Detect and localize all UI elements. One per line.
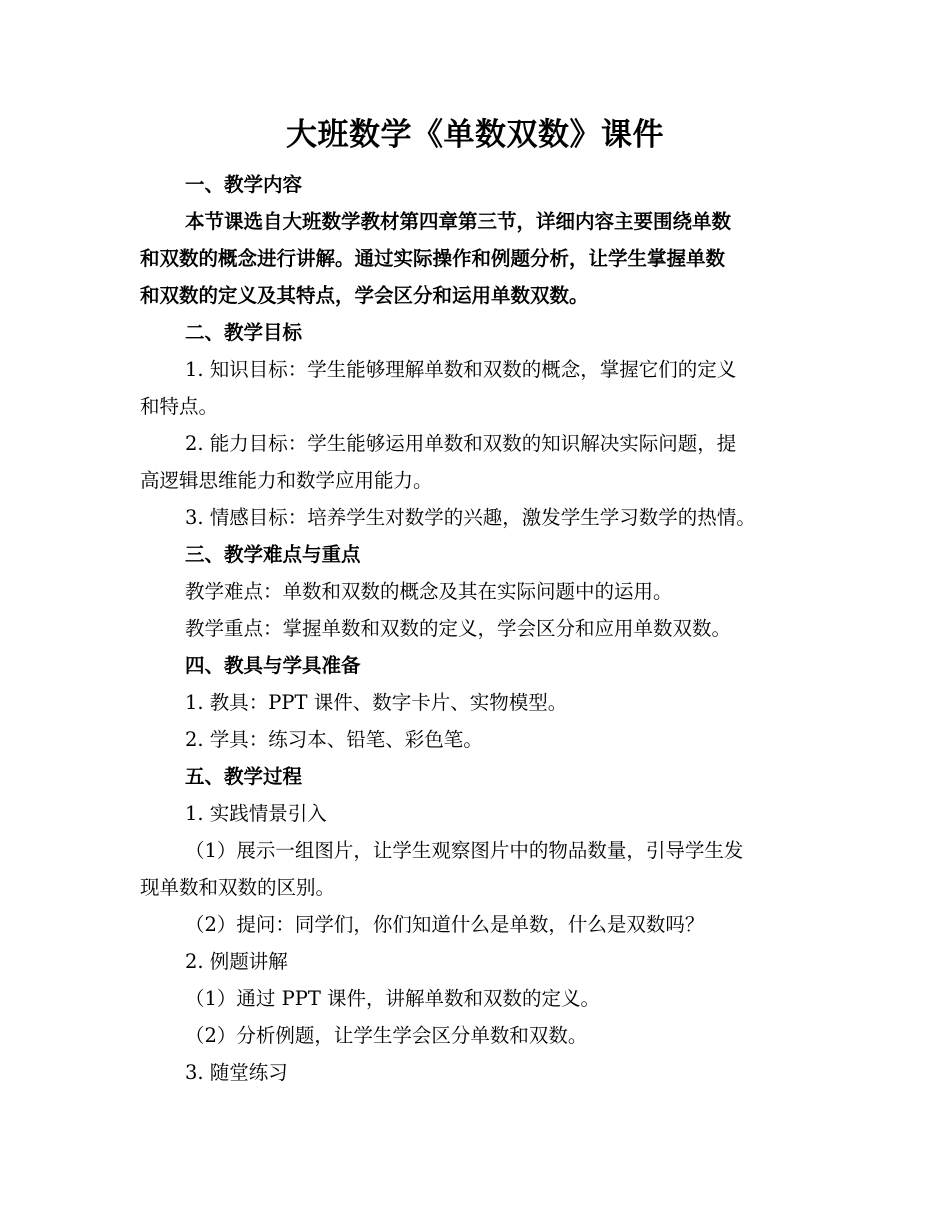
goal-ability-line: 高逻辑思维能力和数学应用能力。 (140, 469, 433, 492)
process-substep-line: （1）展示一组图片，让学生观察图片中的物品数量，引导学生发 (185, 839, 744, 862)
key-point-line: 教学重点：掌握单数和双数的定义，学会区分和应用单数双数。 (185, 617, 732, 640)
difficult-point-line: 教学难点：单数和双数的概念及其在实际问题中的运用。 (185, 580, 673, 603)
process-substep-line: （1）通过 PPT 课件，讲解单数和双数的定义。 (185, 987, 601, 1010)
process-substep-line: 现单数和双数的区别。 (140, 876, 336, 899)
paragraph-line: 和双数的定义及其特点，学会区分和运用单数双数。 (140, 284, 589, 307)
process-step-line: 3. 随堂练习 (185, 1061, 288, 1084)
process-step-line: 2. 例题讲解 (185, 950, 288, 973)
goal-emotion-line: 3. 情感目标：培养学生对数学的兴趣，激发学生学习数学的热情。 (185, 506, 756, 529)
process-step-line: 1. 实践情景引入 (185, 802, 327, 825)
section-heading-focus: 三、教学难点与重点 (185, 543, 361, 566)
goal-knowledge-line: 和特点。 (140, 395, 219, 418)
paragraph-line: 和双数的概念进行讲解。通过实际操作和例题分析，让学生掌握单数 (140, 247, 726, 270)
document-title: 大班数学《单数双数》课件 (286, 117, 664, 153)
goal-knowledge-line: 1. 知识目标：学生能够理解单数和双数的概念，掌握它们的定义 (185, 358, 737, 381)
process-substep-line: （2）提问：同学们，你们知道什么是单数，什么是双数吗？ (185, 913, 705, 936)
section-heading-goals: 二、教学目标 (185, 321, 303, 344)
section-heading-materials: 四、教具与学具准备 (185, 654, 361, 677)
paragraph-line: 本节课选自大班数学教材第四章第三节，详细内容主要围绕单数 (185, 210, 732, 233)
section-heading-process: 五、教学过程 (185, 765, 303, 788)
teaching-tools-line: 1. 教具：PPT 课件、数字卡片、实物模型。 (185, 691, 568, 714)
section-heading-content: 一、教学内容 (185, 173, 303, 196)
student-tools-line: 2. 学具：练习本、铅笔、彩色笔。 (185, 728, 483, 751)
process-substep-line: （2）分析例题，让学生学会区分单数和双数。 (185, 1024, 588, 1047)
goal-ability-line: 2. 能力目标：学生能够运用单数和双数的知识解决实际问题，提 (185, 432, 737, 455)
